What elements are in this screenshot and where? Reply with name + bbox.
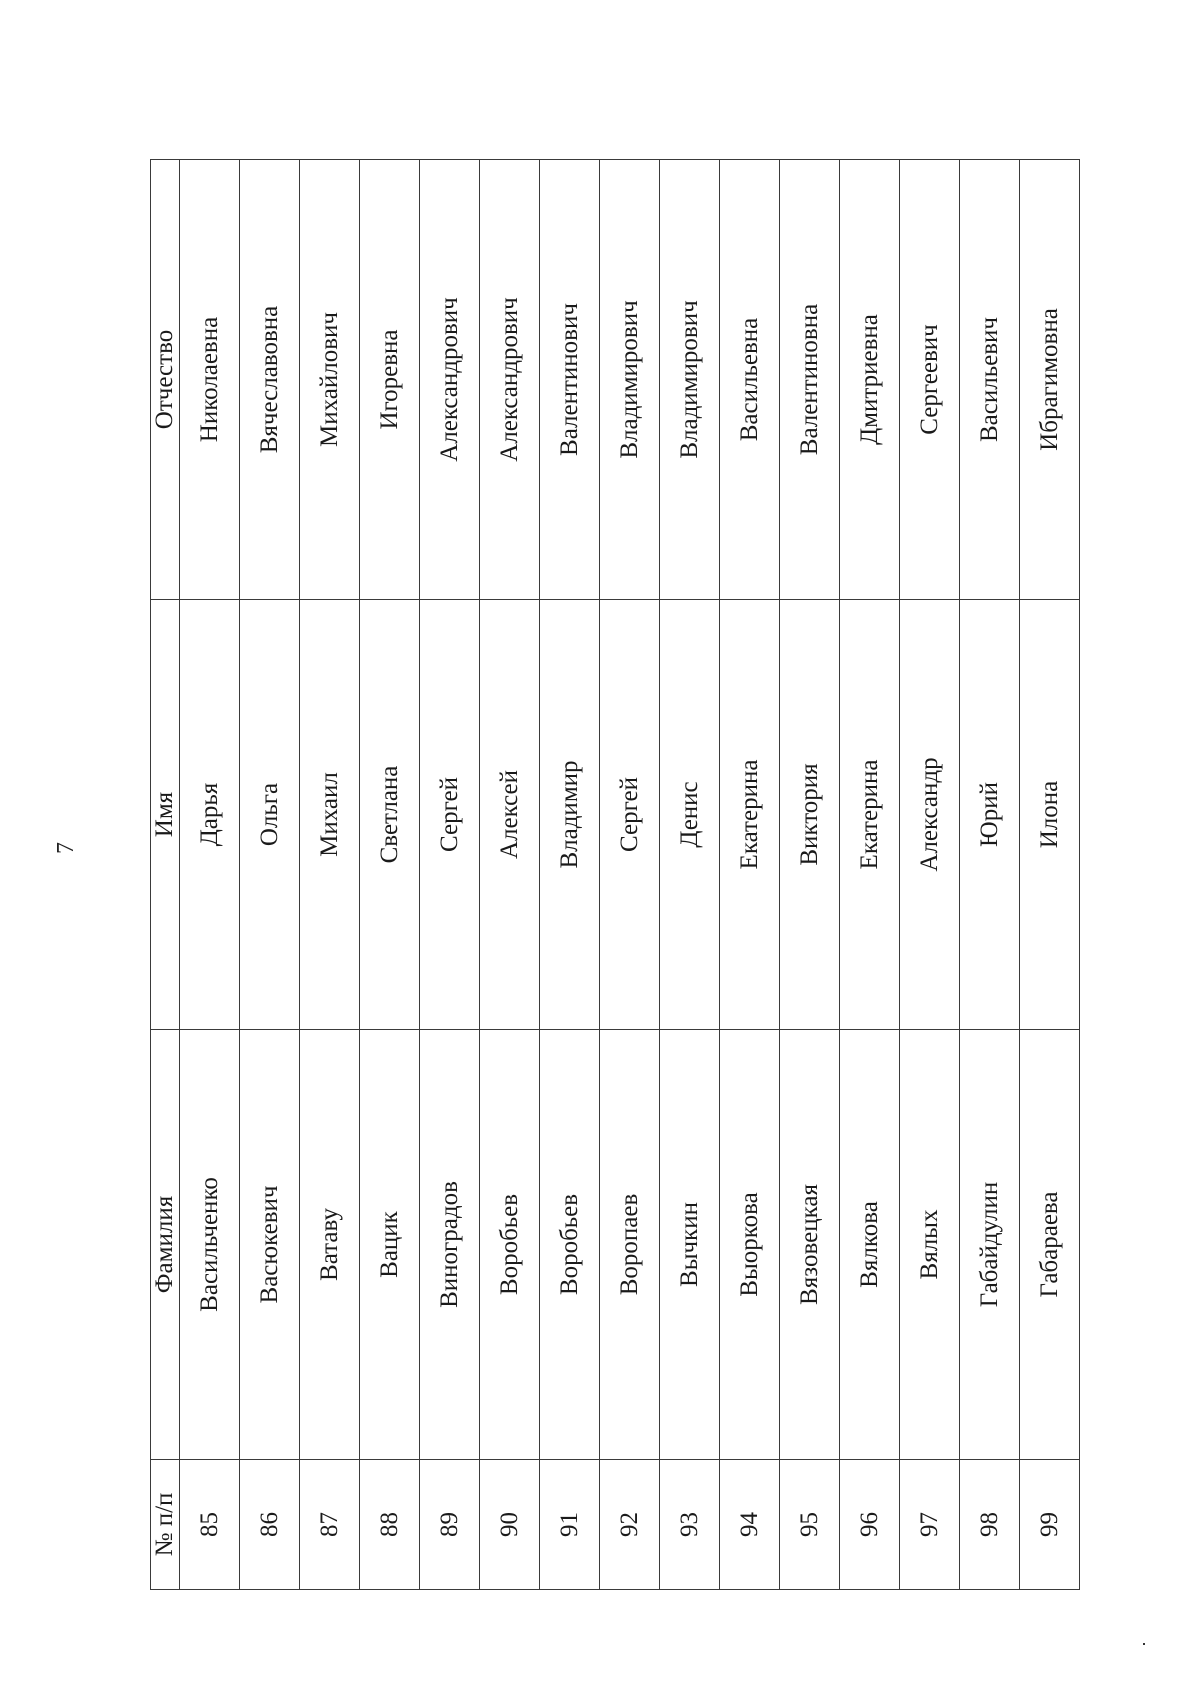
header-first-name: Имя	[151, 600, 180, 1030]
cell-first-name: Александр	[900, 600, 960, 1030]
cell-num: 91	[540, 1460, 600, 1590]
cell-num: 85	[180, 1460, 240, 1590]
table-row	[180, 160, 240, 1590]
cell-patronymic: Валентинович	[540, 160, 600, 600]
cell-patronymic: Вячеславовна	[240, 160, 300, 600]
cell-last-name: Вычкин	[660, 1030, 720, 1460]
cell-last-name: Васильченко	[180, 1030, 240, 1460]
table-row	[600, 160, 660, 1590]
table-row	[840, 160, 900, 1590]
cell-last-name: Вялкова	[840, 1030, 900, 1460]
cell-num: 99	[1020, 1460, 1080, 1590]
cell-patronymic: Дмитриевна	[840, 160, 900, 600]
cell-num: 94	[720, 1460, 780, 1590]
cell-first-name: Светлана	[360, 600, 420, 1030]
cell-last-name: Воробьев	[540, 1030, 600, 1460]
cell-num: 95	[780, 1460, 840, 1590]
table-row	[480, 160, 540, 1590]
cell-num: 87	[300, 1460, 360, 1590]
cell-last-name: Вялых	[900, 1030, 960, 1460]
table-row	[960, 160, 1020, 1590]
header-patronymic: Отчество	[151, 160, 180, 600]
cell-first-name: Михаил	[300, 600, 360, 1030]
cell-last-name: Выоркова	[720, 1030, 780, 1460]
cell-num: 97	[900, 1460, 960, 1590]
table-row	[420, 160, 480, 1590]
table-body	[180, 160, 1080, 1590]
cell-patronymic: Владимирович	[600, 160, 660, 600]
cell-last-name: Габараева	[1020, 1030, 1080, 1460]
cell-patronymic: Валентиновна	[780, 160, 840, 600]
roster-table	[150, 159, 1080, 1590]
cell-last-name: Воробьев	[480, 1030, 540, 1460]
cell-last-name: Васюкевич	[240, 1030, 300, 1460]
cell-patronymic: Михайлович	[300, 160, 360, 600]
cell-patronymic: Александрович	[480, 160, 540, 600]
cell-first-name: Ольга	[240, 600, 300, 1030]
cell-last-name: Виноградов	[420, 1030, 480, 1460]
cell-num: 96	[840, 1460, 900, 1590]
cell-num: 88	[360, 1460, 420, 1590]
table-row	[720, 160, 780, 1590]
cell-patronymic: Игоревна	[360, 160, 420, 600]
cell-last-name: Вацик	[360, 1030, 420, 1460]
cell-first-name: Юрий	[960, 600, 1020, 1030]
cell-last-name: Воропаев	[600, 1030, 660, 1460]
cell-patronymic: Васильевна	[720, 160, 780, 600]
cell-patronymic: Васильевич	[960, 160, 1020, 600]
cell-patronymic: Александрович	[420, 160, 480, 600]
cell-patronymic: Сергеевич	[900, 160, 960, 600]
table-rotator	[150, 160, 1080, 1590]
cell-last-name: Вязовецкая	[780, 1030, 840, 1460]
cell-num: 89	[420, 1460, 480, 1590]
cell-patronymic: Владимирович	[660, 160, 720, 600]
cell-first-name: Екатерина	[840, 600, 900, 1030]
cell-first-name: Виктория	[780, 600, 840, 1030]
cell-num: 90	[480, 1460, 540, 1590]
table-row	[660, 160, 720, 1590]
cell-first-name: Алексей	[480, 600, 540, 1030]
table-row	[300, 160, 360, 1590]
cell-num: 92	[600, 1460, 660, 1590]
cell-first-name: Дарья	[180, 600, 240, 1030]
cell-last-name: Ватаву	[300, 1030, 360, 1460]
cell-num: 86	[240, 1460, 300, 1590]
cell-num: 93	[660, 1460, 720, 1590]
table-row	[540, 160, 600, 1590]
table-row	[1020, 160, 1080, 1590]
table-row	[360, 160, 420, 1590]
cell-first-name: Сергей	[600, 600, 660, 1030]
cell-patronymic: Николаевна	[180, 160, 240, 600]
table-row	[900, 160, 960, 1590]
cell-num: 98	[960, 1460, 1020, 1590]
cell-patronymic: Ибрагимовна	[1020, 160, 1080, 600]
scan-speck	[1143, 1643, 1145, 1645]
table-row	[780, 160, 840, 1590]
cell-first-name: Денис	[660, 600, 720, 1030]
cell-first-name: Владимир	[540, 600, 600, 1030]
cell-first-name: Илона	[1020, 600, 1080, 1030]
header-last-name: Фамилия	[151, 1030, 180, 1460]
cell-first-name: Сергей	[420, 600, 480, 1030]
table-row	[240, 160, 300, 1590]
cell-last-name: Габайдулин	[960, 1030, 1020, 1460]
table-header-row	[151, 160, 180, 1590]
page-number: 7	[53, 842, 79, 854]
header-num: № п/п	[151, 1460, 180, 1590]
cell-first-name: Екатерина	[720, 600, 780, 1030]
